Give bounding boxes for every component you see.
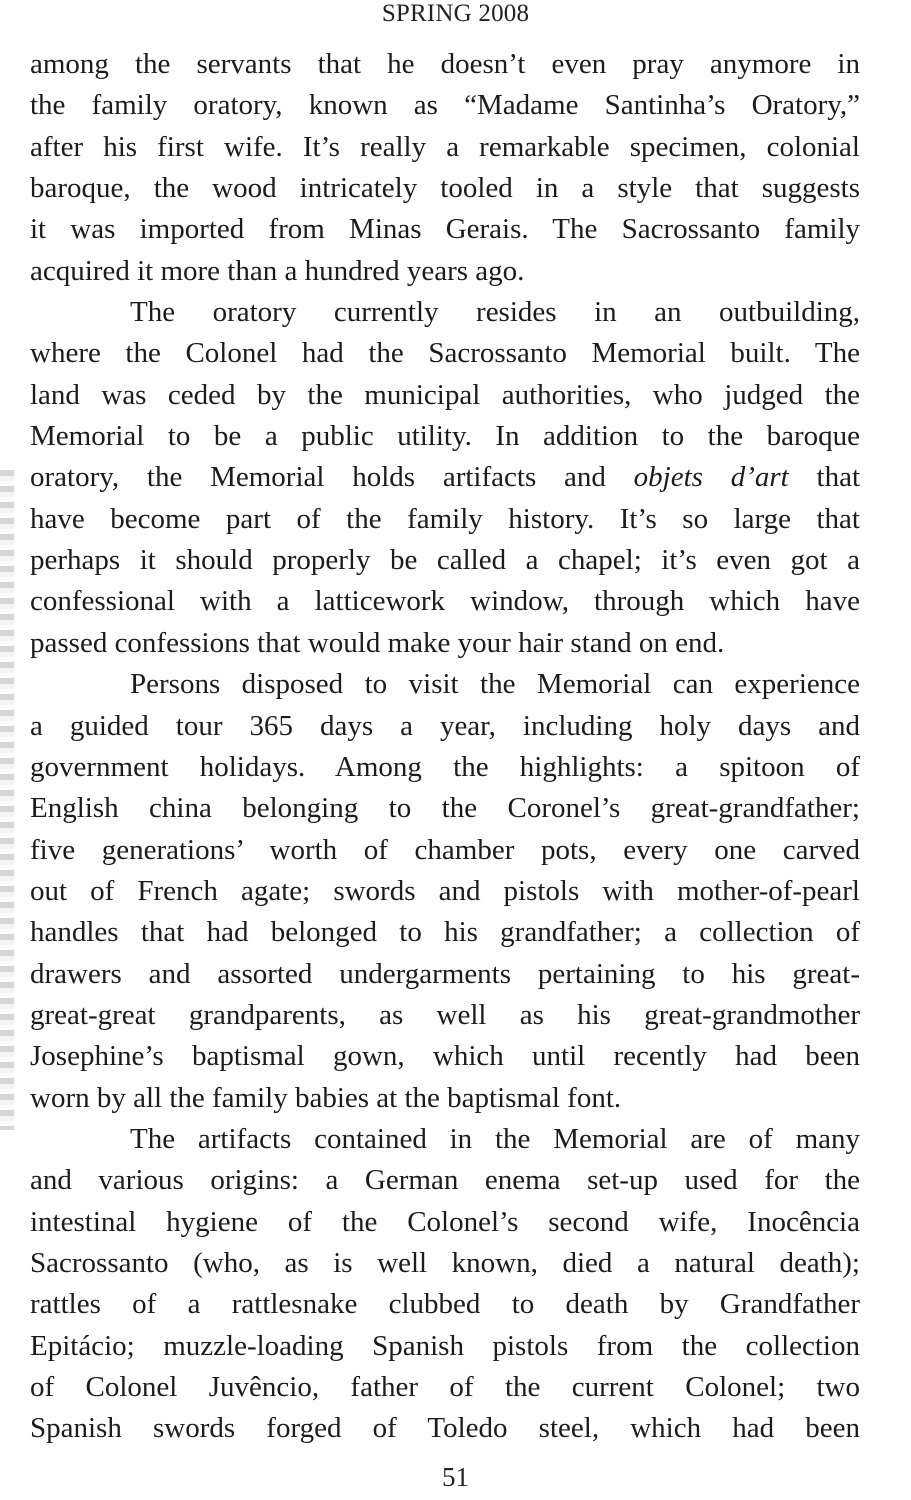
text-line: among the servants that he doesn’t even pray anymore in [30, 48, 860, 80]
text-line: confessional with a latticework window, through which have [30, 585, 860, 618]
text-line: Spanish swords forged of Toledo steel, which had been [30, 1412, 860, 1445]
text-line: intestinal hygiene of the Colonel’s second wife, Inocência [30, 1205, 860, 1238]
text-line: acquired it more than a hundred years ago. [30, 254, 525, 287]
text-line: after his first wife. It’s really a remarkable specimen, colonial [30, 130, 860, 163]
text-line: baroque, the wood intricately tooled in a style that suggests [30, 172, 860, 205]
text-segment: that [816, 461, 861, 494]
text-line: English china belonging to the Coronel’s great-grandfather; [30, 792, 860, 825]
text-line: the family oratory, known as “Madame Santinha’s Oratory,” [30, 89, 860, 122]
text-line: drawers and assorted undergarments pertaining to his great- [30, 957, 860, 990]
scan-edge-artifact [0, 470, 14, 1130]
text-line: and various origins: a German enema set-up used for the [30, 1164, 860, 1197]
text-line: rattles of a rattlesnake clubbed to death by Grandfather [30, 1288, 860, 1321]
text-line-with-italic [30, 457, 860, 498]
text-line: Josephine’s baptismal gown, which until recently had been [30, 1040, 860, 1073]
body-text [30, 44, 860, 1450]
text-line: it was imported from Minas Gerais. The Sacrossanto family [30, 213, 860, 246]
text-line: Epitácio; muzzle-loading Spanish pistols from the collection [30, 1329, 860, 1362]
text-line: Sacrossanto (who, as is well known, died a natural death); [30, 1246, 860, 1279]
text-line: The artifacts contained in the Memorial are of many [130, 1122, 860, 1155]
text-line: great-great grandparents, as well as his great-grandmother [30, 998, 860, 1031]
text-line: five generations’ worth of chamber pots, every one carved [30, 833, 860, 866]
running-head: SPRING 2008 [381, 0, 530, 27]
text-line: land was ceded by the municipal authorities, who judged the [30, 378, 860, 411]
text-line: a guided tour 365 days a year, including holy days and [30, 709, 860, 742]
italic-phrase: objets d’art [633, 461, 789, 494]
text-line: handles that had belonged to his grandfather; a collection of [30, 916, 860, 949]
text-segment: oratory, the Memorial holds artifacts and [30, 461, 606, 494]
page-number: 51 [442, 1462, 469, 1492]
text-line: of Colonel Juvêncio, father of the current Colonel; two [30, 1371, 860, 1403]
text-line: The oratory currently resides in an outbuilding, [130, 296, 860, 329]
text-line: worn by all the family babies at the baptismal font. [30, 1081, 622, 1114]
text-line: out of French agate; swords and pistols with mother-of-pearl [30, 874, 860, 907]
text-line: Persons disposed to visit the Memorial can experience [130, 668, 860, 701]
text-line: Memorial to be a public utility. In addition to the baroque [30, 420, 860, 453]
text-line: passed confessions that would make your hair stand on end. [30, 626, 725, 659]
text-line: where the Colonel had the Sacrossanto Memorial built. The [30, 337, 860, 370]
text-line: government holidays. Among the highlights: a spitoon of [30, 750, 860, 783]
text-line: have become part of the family history. It’s so large that [30, 502, 860, 535]
text-line: perhaps it should properly be called a chapel; it’s even got a [30, 544, 860, 577]
